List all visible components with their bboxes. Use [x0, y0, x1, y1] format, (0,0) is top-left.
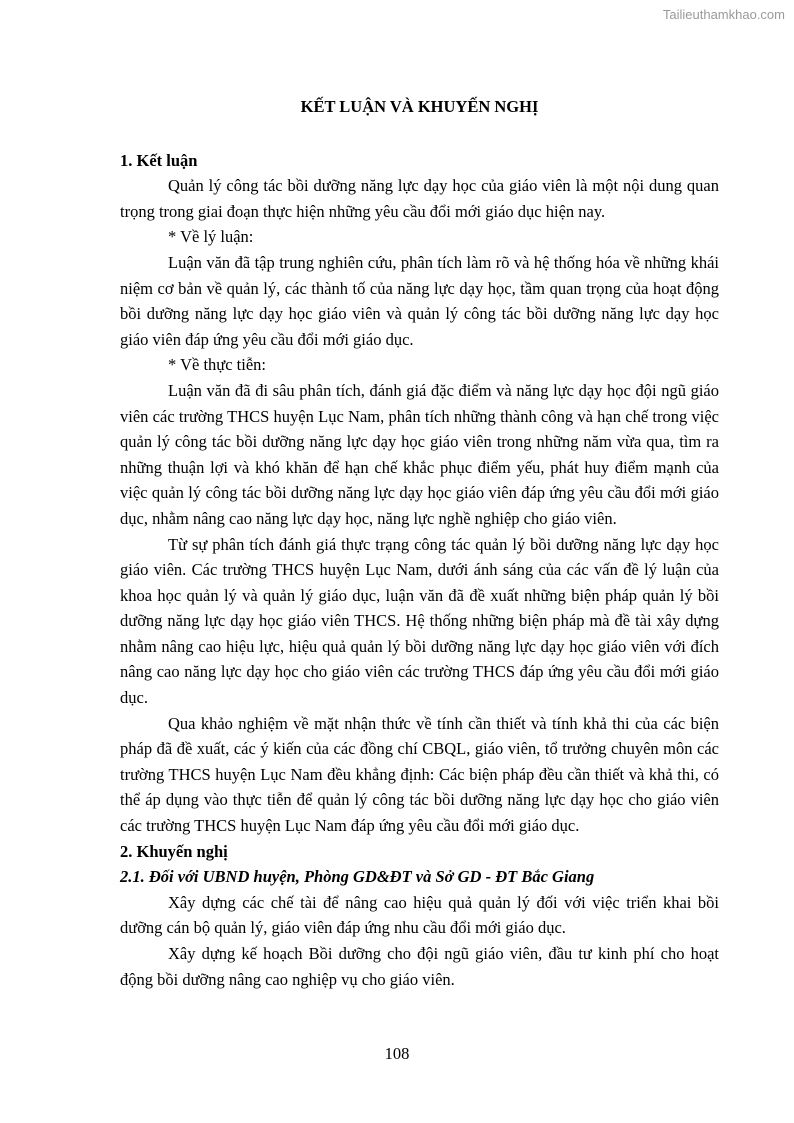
- paragraph: Quản lý công tác bồi dưỡng năng lực dạy học của giáo viên là một nội dung quan trọng trong giai đoạn thực hiện những yêu cầu đổi mới giáo dục hiện nay.: [120, 176, 719, 221]
- page-title: KẾT LUẬN VÀ KHUYẾN NGHỊ: [300, 97, 539, 116]
- paragraph: Xây dựng các chế tài để nâng cao hiệu quả quản lý đối với việc triển khai bồi dưỡng cán bộ quản lý, giáo viên đáp ứng nhu cầu đổi mới giáo dục.: [120, 892, 719, 938]
- watermark: Tailieuthamkhao.com: [662, 7, 785, 22]
- page-number: 108: [384, 1044, 410, 1063]
- document-body: [120, 94, 719, 992]
- paragraph: Xây dựng kế hoạch Bồi dưỡng cho đội ngũ giáo viên, đầu tư kinh phí cho hoạt động bồi dưỡng nâng cao nghiệp vụ cho giáo viên.: [120, 944, 719, 989]
- paragraph: Luận văn đã đi sâu phân tích, đánh giá đặc điểm và năng lực dạy học đội ngũ giáo viên các trường THCS huyện Lục Nam, phân tích những thành công và hạn chế trong việc quản lý công tác bồi dưỡng năng lực dạy học giáo viên trong những năm vừa qua, tìm ra những thuận lợi và khó khăn để hạn chế khắc phục điểm yếu, phát huy điểm mạnh của việc quản lý công tác bồi dưỡng năng lực dạy học giáo viên đáp ứng yêu cầu đổi mới giáo dục, nhằm nâng cao năng lực dạy học, năng lực nghề nghiệp cho giáo viên.: [120, 380, 719, 528]
- subsection-heading: 2.1. Đối với UBND huyện, Phòng GD&ĐT và Sở GD - ĐT Bắc Giang: [120, 867, 595, 887]
- paragraph: * Về lý luận:: [168, 227, 254, 247]
- section-heading-recommendations: 2. Khuyến nghị: [120, 841, 228, 861]
- paragraph: Luận văn đã tập trung nghiên cứu, phân tích làm rõ và hệ thống hóa về những khái niệm cơ bản về quản lý, các thành tố của năng lực dạy học, tầm quan trọng của hoạt động bồi dưỡng năng lực dạy học giáo viên và quản lý công tác bồi dưỡng năng lực dạy học giáo viên đáp ứng yêu cầu đổi mới giáo dục.: [120, 252, 719, 349]
- paragraph: Qua khảo nghiệm về mặt nhận thức về tính cần thiết và tính khả thi của các biện pháp đã đề xuất, các ý kiến của các đồng chí CBQL, giáo viên, tổ trưởng chuyên môn các trường THCS huyện Lục Nam đều khẳng định: Các biện pháp đều cần thiết và khả thi, có thể áp dụng vào thực tiễn để quản lý công tác bồi dưỡng năng lực dạy học cho giáo viên các trường THCS huyện Lục Nam đáp ứng yêu cầu đổi mới giáo dục.: [120, 713, 719, 836]
- paragraph: Từ sự phân tích đánh giá thực trạng công tác quản lý bồi dưỡng năng lực dạy học giáo viên. Các trường THCS huyện Lục Nam, dưới ánh sáng của các vấn đề lý luận của khoa học quản lý và quản lý giáo dục, luận văn đã đề xuất những biện pháp quản lý bồi dưỡng năng lực dạy học giáo viên THCS. Hệ thống những biện pháp mà đề tài xây dựng nhằm nâng cao hiệu lực, hiệu quả quản lý bồi dưỡng năng lực dạy học giáo viên với đích nâng cao năng lực dạy học cho giáo viên các trường THCS đáp ứng yêu cầu đổi mới giáo dục.: [120, 534, 719, 708]
- paragraph: * Về thực tiễn:: [168, 355, 266, 375]
- section-heading-conclusion: 1. Kết luận: [120, 150, 198, 170]
